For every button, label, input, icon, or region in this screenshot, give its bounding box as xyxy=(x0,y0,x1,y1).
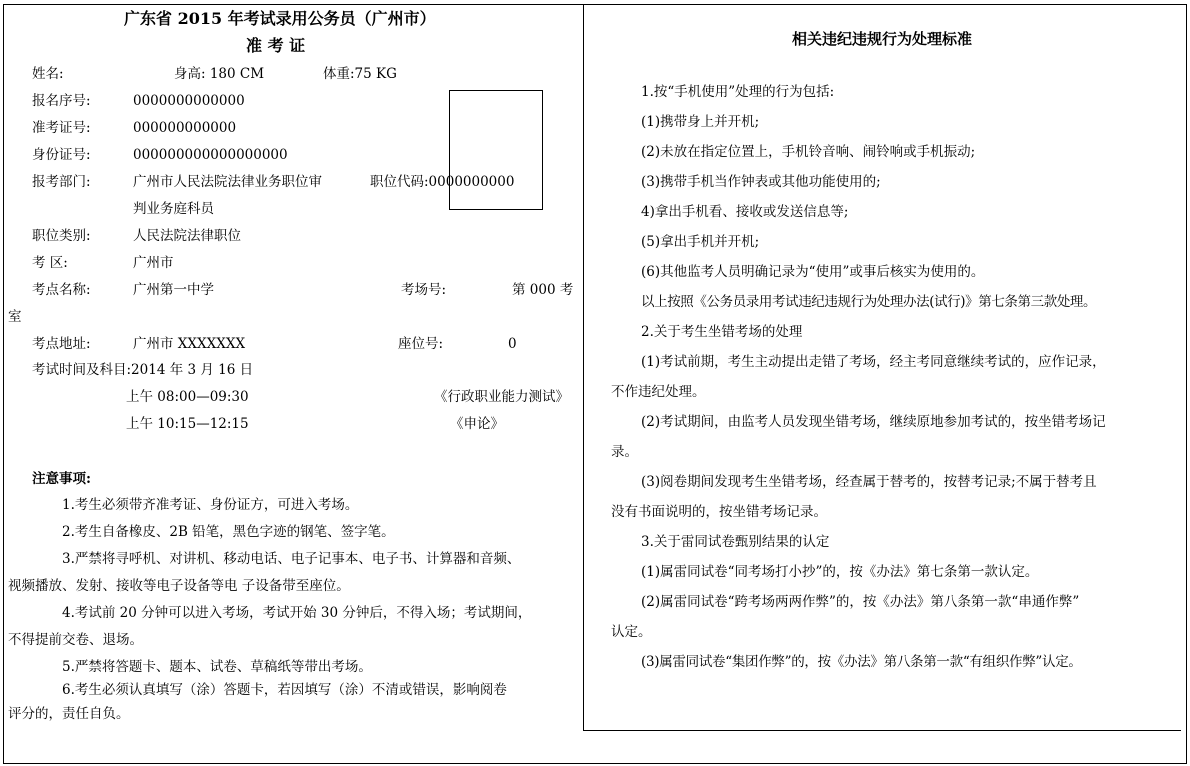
rules-line: 3.关于雷同试卷甄别结果的认定 xyxy=(641,534,830,550)
position-code: 职位代码:0000000000 xyxy=(370,174,515,190)
rules-line: (2)考试期间，由监考人员发现坐错考场，继续原地参加考试的，按坐错考场记 xyxy=(641,414,1106,430)
id-value: 000000000000000000 xyxy=(133,147,288,163)
rules-line: (3)阅卷期间发现考生坐错考场，经查属于替考的，按替考记录;不属于替考且 xyxy=(641,474,1097,490)
district-value: 广州市 xyxy=(133,255,174,271)
exam-time-label: 考试时间及科目:2014 年 3 月 16 日 xyxy=(32,362,254,378)
district-label: 考 区: xyxy=(32,255,68,271)
center-divider xyxy=(583,4,584,730)
note-item: 3.严禁将寻呼机、对讲机、移动电话、电子记事本、电子书、计算器和音频、 xyxy=(62,551,521,567)
note-item: 评分的，责任自负。 xyxy=(8,706,130,722)
rules-line: 没有书面说明的，按坐错考场记录。 xyxy=(611,504,827,520)
note-item: 6.考生必须认真填写（涂）答题卡，若因填写（涂）不清或错误，影响阅卷 xyxy=(62,682,507,698)
category-value: 人民法院法律职位 xyxy=(133,228,241,244)
ticket-title: 广东省 2015 年考试录用公务员（广州市） xyxy=(124,9,436,28)
site-value: 广州第一中学 xyxy=(133,282,214,298)
reg-no-label: 报名序号: xyxy=(32,93,91,109)
rules-line: (2)未放在指定位置上，手机铃音响、闹铃响或手机振动; xyxy=(641,144,976,160)
weight-text: 体重:75 KG xyxy=(323,66,397,82)
rules-line: 1.按“手机使用”处理的行为包括: xyxy=(641,84,835,100)
session1-time: 上午 08:00—09:30 xyxy=(126,389,249,405)
note-item: 不得提前交卷、退场。 xyxy=(8,632,143,648)
rules-line: (1)携带身上并开机; xyxy=(641,114,760,130)
rules-line: 4)拿出手机看、接收或发送信息等; xyxy=(641,204,849,220)
session2-time: 上午 10:15—12:15 xyxy=(126,416,249,432)
note-item: 5.严禁将答题卡、题本、试卷、草稿纸等带出考场。 xyxy=(62,659,372,675)
ticket-subtitle: 准 考 证 xyxy=(246,36,306,55)
ticket-no-value: 000000000000 xyxy=(133,120,237,136)
rules-line: 认定。 xyxy=(611,624,652,640)
rules-line: (1)属雷同试卷“同考场打小抄”的，按《办法》第七条第一款认定。 xyxy=(641,564,1039,580)
seat-label: 座位号: xyxy=(398,336,444,352)
session2-subject: 《申论》 xyxy=(450,416,504,432)
rules-line: 录。 xyxy=(611,444,638,460)
room-label: 考场号: xyxy=(401,282,447,298)
room-value: 第 000 考 xyxy=(512,282,574,298)
note-item: 2.考生自备橡皮、2B 铅笔，黑色字迹的钢笔、签字笔。 xyxy=(62,524,395,540)
rules-line: 以上按照《公务员录用考试违纪违规行为处理办法(试行)》第七条第三款处理。 xyxy=(641,294,1097,310)
rules-line: 不作违纪处理。 xyxy=(611,384,706,400)
rules-title: 相关违纪违规行为处理标准 xyxy=(792,30,973,48)
site-label: 考点名称: xyxy=(32,282,91,298)
frame-left-border xyxy=(3,4,4,764)
seat-value: 0 xyxy=(508,336,517,352)
rules-line: (3)属雷同试卷“集团作弊”的，按《办法》第八条第一款“有组织作弊”认定。 xyxy=(641,654,1082,670)
frame-right-border xyxy=(1186,4,1187,764)
rules-line: 2.关于考生坐错考场的处理 xyxy=(641,324,803,340)
note-item: 4.考试前 20 分钟可以进入考场，考试开始 30 分钟后，不得入场；考试期间， xyxy=(62,605,532,621)
rules-line: (6)其他监考人员明确记录为“使用”或事后核实为使用的。 xyxy=(641,264,985,280)
address-value: 广州市 XXXXXXX xyxy=(133,336,246,352)
frame-top-border xyxy=(3,4,1187,5)
notes-title: 注意事项: xyxy=(32,471,91,487)
photo-box xyxy=(449,90,543,210)
ticket-no-label: 准考证号: xyxy=(32,120,91,136)
dept-label: 报考部门: xyxy=(32,174,91,190)
address-label: 考点地址: xyxy=(32,336,91,352)
height-text: 身高: 180 CM xyxy=(174,66,265,82)
room-value-wrap: 室 xyxy=(8,309,22,325)
dept-value-line1: 广州市人民法院法律业务职位审 xyxy=(133,174,322,190)
right-bottom-rule xyxy=(583,730,1181,731)
note-item: 视频播放、发射、接收等电子设备等电 子设备带至座位。 xyxy=(8,578,350,594)
session1-subject: 《行政职业能力测试》 xyxy=(434,389,569,405)
reg-no-value: 0000000000000 xyxy=(133,93,245,109)
category-label: 职位类别: xyxy=(32,228,91,244)
dept-value-line2: 判业务庭科员 xyxy=(133,201,214,217)
id-label: 身份证号: xyxy=(32,147,91,163)
frame-bottom-border xyxy=(3,763,1187,764)
rules-line: (2)属雷同试卷“跨考场两两作弊”的，按《办法》第八条第一款“串通作弊” xyxy=(641,594,1080,610)
rules-line: (5)拿出手机并开机; xyxy=(641,234,760,250)
name-label: 姓名: xyxy=(32,66,64,82)
rules-line: (1)考试前期，考生主动提出走错了考场，经主考同意继续考试的，应作记录， xyxy=(641,354,1106,370)
rules-line: (3)携带手机当作钟表或其他功能使用的; xyxy=(641,174,881,190)
note-item: 1.考生必须带齐准考证、身份证方，可进入考场。 xyxy=(62,497,359,513)
